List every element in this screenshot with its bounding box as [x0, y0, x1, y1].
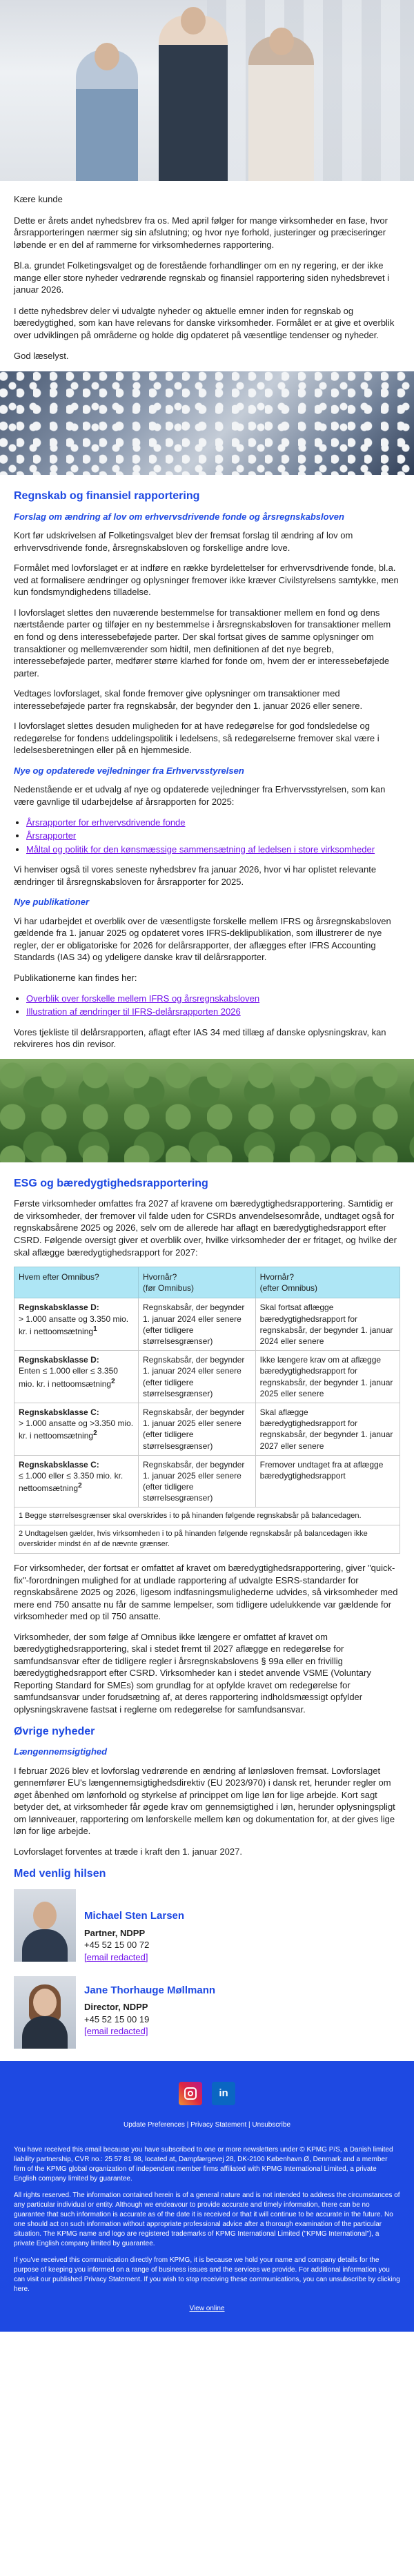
publication-link[interactable]: Overblik over forskelle mellem IFRS og årsregnskabsloven — [26, 993, 260, 1004]
intro-section — [0, 181, 414, 362]
table-cell: Regnskabsår, der begynder 1. januar 2024 eller senere (efter tidligere størrelsesgrænser) — [139, 1351, 256, 1403]
privacy-statement-link[interactable]: Privacy Statement — [190, 2120, 247, 2129]
forest-image — [0, 1059, 414, 1162]
guidance-links-list — [26, 817, 400, 856]
social-links — [14, 2082, 400, 2105]
table-cell: Regnskabsår, der begynder 1. januar 2025 eller senere (efter tidligere størrelsesgrænser) — [139, 1403, 256, 1455]
paragraph: Virksomheder, der som følge af Omnibus ikke længere er omfattet af kravet om bæredygtighedsrapportering, skal i stedet fremt til 2027 aflægge en redegørelse for samfundsansvar efter de tidligere regler i årsregnskabslovens § 99a eller en frivillig bæredygtighedsrapport efter CSRD. Virksomheder kan i stedet anvende VSME (Voluntary Reporting Standard for SMEs) som grundlag for at opfylde kravet om redegørelse for samfundsansvar under forudsætning af, at deres rapportering indholdsmæssigt opfylder oplysningskravene fastsat i reglerne om redegørelse for samfundsansvar. — [14, 1631, 371, 1715]
paragraph: Vedtages lovforslaget, skal fonde fremover give oplysninger om transaktioner med interessebeføjede parter fra regnskabsår, der begynder den 1. januar 2026 eller senere. — [14, 688, 363, 711]
table-row — [14, 1403, 400, 1455]
table-header: Hvem efter Omnibus? — [14, 1267, 139, 1298]
paragraph: Første virksomheder omfattes fra 2027 af kravene om bæredygtighedsrapportering. Samtidig er de virksomheder, der fremover vil falde uden for CSRDs anvendelsesområde, undtaget også for regnskabsårene 2025 og 2026, selv om de allerede har aflagt en bæredygtighedsrapport efter CSRD. Følgende oversigt giver et overblik over, hvilke virksomheder der er fritaget, og hvilke der skal aflægge bæredygtighedsrapport for 2027: — [14, 1198, 397, 1258]
row-title: Regnskabsklasse D: — [19, 1302, 99, 1313]
intro-paragraph: I dette nyhedsbrev deler vi udvalgte nyheder og aktuelle emner inden for regnskab og bæredygtighed, som kan have relevans for danske virksomheder. Formålet er at give et overblik over udviklingen på områderne og holde dig opdateret på væsentlige tendenser og nyheder. — [14, 305, 395, 340]
contact-role: Director, NDPP — [84, 2002, 148, 2013]
hero-image — [0, 0, 414, 181]
contacts-section — [0, 1866, 414, 2049]
omnibus-table — [14, 1267, 400, 1554]
footnote-marker: 2 — [93, 1430, 97, 1438]
paragraph: Publikationerne kan findes her: — [14, 973, 137, 984]
table-footnote-row — [14, 1507, 400, 1525]
paragraph: Kort før udskrivelsen af Folketingsvalget blev der fremsat forslag til ændring af lov om erhvervsdrivende fonde, årsregnskabsloven og forskellige andre love. — [14, 530, 353, 553]
table-cell: Skal fortsat aflægge bæredygtighedsrapport for regnskabsår, der begynder 1. januar 2024 eller senere — [255, 1298, 400, 1351]
subsection-title: Længennemsigtighed — [14, 1746, 108, 1757]
table-header: Hvornår? (efter Omnibus) — [255, 1267, 400, 1298]
contact-name: Jane Thorhauge Møllmann — [84, 1984, 216, 1996]
contact-phone[interactable]: +45 52 15 00 72 — [84, 1940, 150, 1951]
contacts-title: Med venlig hilsen — [14, 1867, 106, 1880]
section-title: ESG og bæredygtighedsrapportering — [14, 1177, 208, 1189]
paragraph: Vi henviser også til vores seneste nyhedsbrev fra januar 2026, hvor vi har oplistet relevante ændringer til årsregnskabsloven for årsrapporter for 2025. — [14, 864, 377, 887]
subsection-title: Nye og opdaterede vejledninger fra Erhvervsstyrelsen — [14, 765, 244, 776]
paragraph: Lovforslaget forventes at træde i kraft den 1. januar 2027. — [14, 1846, 242, 1857]
paragraph: I lovforslaget slettes desuden muligheden for at have redegørelse for god fondsledelse og redegørelse for fondens uddelingspolitik i ledelsens, så redegørelserne fremover skal være i ledelsesberetningen eller på en hjemmeside. — [14, 721, 379, 756]
intro-paragraph: God læselyst. — [14, 351, 69, 362]
row-detail: Enten ≤ 1.000 eller ≤ 3.350 mio. kr. i nettoomsætning — [19, 1366, 118, 1389]
contact-email-link[interactable]: [email redacted] — [84, 1951, 148, 1962]
publication-link[interactable]: Illustration af ændringer til IFRS-delårsrapporten 2026 — [26, 1006, 241, 1017]
table-row — [14, 1455, 400, 1507]
paragraph: I februar 2026 blev et lovforslag vedrørende en ændring af lønløsloven fremsat. Lovforslaget gennemfører EU's længennemsigtighedsdirektiv (EU 2023/970) i dansk ret, herunder regler om øget åbenhed om lønforhold og styrkelse af princippet om lige løn for lige arbejde. Kort sagt betyder det, at virksomheder får øgede krav om gennemsigtighed i løn, herunder oplysningspligt om lønniveauer, rapportering om lønforskelle mellem køn og dokumentation for, at der gives lige løn for lige arbejde. — [14, 1765, 395, 1837]
table-row — [14, 1351, 400, 1403]
contact-email-link[interactable]: [email redacted] — [84, 2026, 148, 2037]
table-row — [14, 1298, 400, 1351]
footnote-marker: 1 — [93, 1325, 97, 1333]
guidance-link[interactable]: Årsrapporter — [26, 830, 77, 841]
row-detail: ≤ 1.000 eller ≤ 3.350 mio. kr. nettoomsætning — [19, 1470, 124, 1494]
legal-text: You have received this email because you have subscribed to one or more newsletters under © KPMG P/S, a Danish limited liability partnership, CVR no.: 25 57 81 98, located at, Dampfærgevej 28, DK-2100 København Ø, Denmark and a member firm of the KPMG global organization of independent member firms affiliated with KPMG International Limited, a private English company limited by guarantee. — [14, 2145, 393, 2183]
paragraph: I lovforslaget slettes den nuværende bestemmelse for transaktioner mellem en fond og dens nærtstående parter og tilføjer en ny bestemmelse i årsregnskabsloven for transaktioner mellem en fond og dens interessebeføjede parter. Der skal fortsat gives de samme oplysninger om transaktioner og mellemværender som hidtil, men definitionen af det nye begreb, interessebeføjede parter, medfører større klarhed for fonde om, hvem der er interessebeføjede parter. — [14, 607, 391, 679]
contact-name: Michael Sten Larsen — [84, 1910, 185, 1922]
table-cell: Skal aflægge bæredygtighedsrapport for regnskabsår, der begynder 1. januar 2027 eller senere — [255, 1403, 400, 1455]
paragraph: Vi har udarbejdet et overblik over de væsentligste forskelle mellem IFRS og årsregnskabsloven gældende fra 1. januar 2025 og opdateret vores IFRS-deklipublikation, som illustrerer de nye regler, der er obligatoriske for 2026 for delårsrapporter, der aflægges efter IFRS Accounting Standards (IAS 34) og ydeligere danske krav til delårsrapporter. — [14, 915, 391, 963]
accounting-section — [0, 489, 414, 1051]
table-cell: Regnskabsår, der begynder 1. januar 2025 eller senere (efter tidligere størrelsesgrænser) — [139, 1455, 256, 1507]
table-footnote-row — [14, 1525, 400, 1554]
contact-role: Partner, NDPP — [84, 1927, 146, 1938]
contact-phone[interactable]: +45 52 15 00 19 — [84, 2013, 150, 2024]
paragraph: Nedenstående er et udvalg af nye og opdaterede vejledninger fra Erhvervsstyrelsen, som kan være gavnlige til udarbejdelse af årsrapporten for 2025: — [14, 784, 386, 807]
footer-links: Update Preferences | Privacy Statement | Unsubscribe — [123, 2120, 291, 2129]
row-title: Regnskabsklasse C: — [19, 1407, 99, 1417]
table-footnote: 2 Undtagelsen gælder, hvis virksomheden i to på hinanden følgende regnskabsår på balancedagen ikke overskrider mindst én af de nævnte grænser. — [14, 1525, 400, 1554]
row-title: Regnskabsklasse D: — [19, 1355, 99, 1365]
row-detail: > 1.000 ansatte og >3.350 mio. kr. i nettoomsætning — [19, 1418, 134, 1441]
paragraph: Vores tjekliste til delårsrapporten, aflagt efter IAS 34 med tillæg af danske oplysningskrav, kan rekvireres hos din revisor. — [14, 1026, 386, 1050]
footer — [0, 2061, 414, 2332]
contact-card — [14, 1976, 400, 2049]
section-title: Øvrige nyheder — [14, 1725, 95, 1737]
row-title: Regnskabsklasse C: — [19, 1459, 99, 1470]
table-header: Hvornår? (før Omnibus) — [139, 1267, 256, 1298]
paragraph: Formålet med lovforslaget er at indføre en række byrdelettelser for erhvervsdrivende fonde, bl.a. ved at formalisere ændringer og oplysninger fremover ikke kræver Civilstyrelsens samtykke, men kun fondsmyndighedens tilladelse. — [14, 563, 399, 598]
paragraph: For virksomheder, der fortsat er omfattet af kravet om bæredygtighedsrapportering, giver "quick-fix"-forordningen mulighed for at undlade rapportering af udvalgte ESRS-standarder for regnskabsårene 2025 og 2026, ligesom indfasningsmulighederne udvides, så virksomheder med mere end 750 ansatte nu får de samme lempelser, som tidligere udelukkende var gældende for virksomheder med op til 750 ansatte. — [14, 1562, 398, 1622]
section-title: Regnskab og finansiel rapportering — [14, 490, 200, 502]
row-detail: > 1.000 ansatte og 3.350 mio. kr. i nettoomsætning — [19, 1314, 129, 1336]
intro-paragraph: Bl.a. grundet Folketingsvalget og de forestående forhandlinger om en ny regering, er der ikke mange eller store nyheder vedrørende regnskab og finansiel rapportering siden nyhedsbrevet i januar 2026. — [14, 260, 390, 295]
table-cell: Ikke længere krav om at aflægge bæredygtighedsrapport for regnskabsår, der begynder 1. januar 2025 eller senere — [255, 1351, 400, 1403]
legal-text: If you've received this communication directly from KPMG, it is because we hold your name and company details for the purpose of keeping you informed on a range of business issues and the services we provide. For additional information you can visit our published Privacy Statement. If you wish to stop receiving these communications, you can unsubscribe by clicking here. — [14, 2256, 400, 2293]
guidance-link[interactable]: Årsrapporter for erhvervsdrivende fonde — [26, 817, 186, 828]
greeting: Kære kunde — [14, 194, 63, 204]
instagram-icon[interactable] — [179, 2082, 202, 2105]
view-online-link[interactable]: View online — [189, 2304, 225, 2312]
unsubscribe-link[interactable]: Unsubscribe — [252, 2120, 291, 2129]
update-preferences-link[interactable]: Update Preferences — [123, 2120, 185, 2129]
subsection-title: Forslag om ændring af lov om erhvervsdrivende fonde og årsregnskabsloven — [14, 511, 344, 522]
abstract-bubbles-image — [0, 371, 414, 475]
guidance-link[interactable]: Måltal og politik for den kønsmæssige sammensætning af ledelsen i store virksomheder — [26, 843, 375, 855]
linkedin-icon[interactable]: in — [212, 2082, 235, 2105]
contact-card — [14, 1889, 400, 1963]
avatar — [14, 1976, 76, 2049]
table-footnote: 1 Begge størrelsesgrænser skal overskrides i to på hinanden følgende regnskabsår på balancedagen. — [14, 1507, 400, 1525]
publication-links-list — [26, 993, 400, 1018]
subsection-title: Nye publikationer — [14, 897, 90, 908]
footnote-marker: 2 — [78, 1482, 82, 1490]
avatar — [14, 1889, 76, 1962]
esg-section — [0, 1176, 414, 1858]
table-cell: Fremover undtaget fra at aflægge bæredygtighedsrapport — [255, 1455, 400, 1507]
footnote-marker: 2 — [111, 1377, 115, 1385]
legal-text: All rights reserved. The information contained herein is of a general nature and is not intended to address the circumstances of any particular individual or entity. Although we endeavour to provide accurate and timely information, there can be no guarantee that such information is accurate as of the date it is received or that it will continue to be accurate in the future. No one should act on such information without appropriate professional advice after a thorough examination of the particular situation. The KPMG name and logo are registered trademarks of KPMG International Limited ("KPMG International"), a private English company limited by guarantee. — [14, 2191, 400, 2247]
intro-paragraph: Dette er årets andet nyhedsbrev fra os. Med april følger for mange virksomheder en fase, hvor årsrapporteringen nærmer sig sin afslutning; og hvor nye forhold, justeringer og præciseringer løbende er en del af rammerne for virksomhedernes rapportering. — [14, 215, 388, 250]
table-cell: Regnskabsår, der begynder 1. januar 2024 eller senere (efter tidligere størrelsesgrænser) — [139, 1298, 256, 1351]
